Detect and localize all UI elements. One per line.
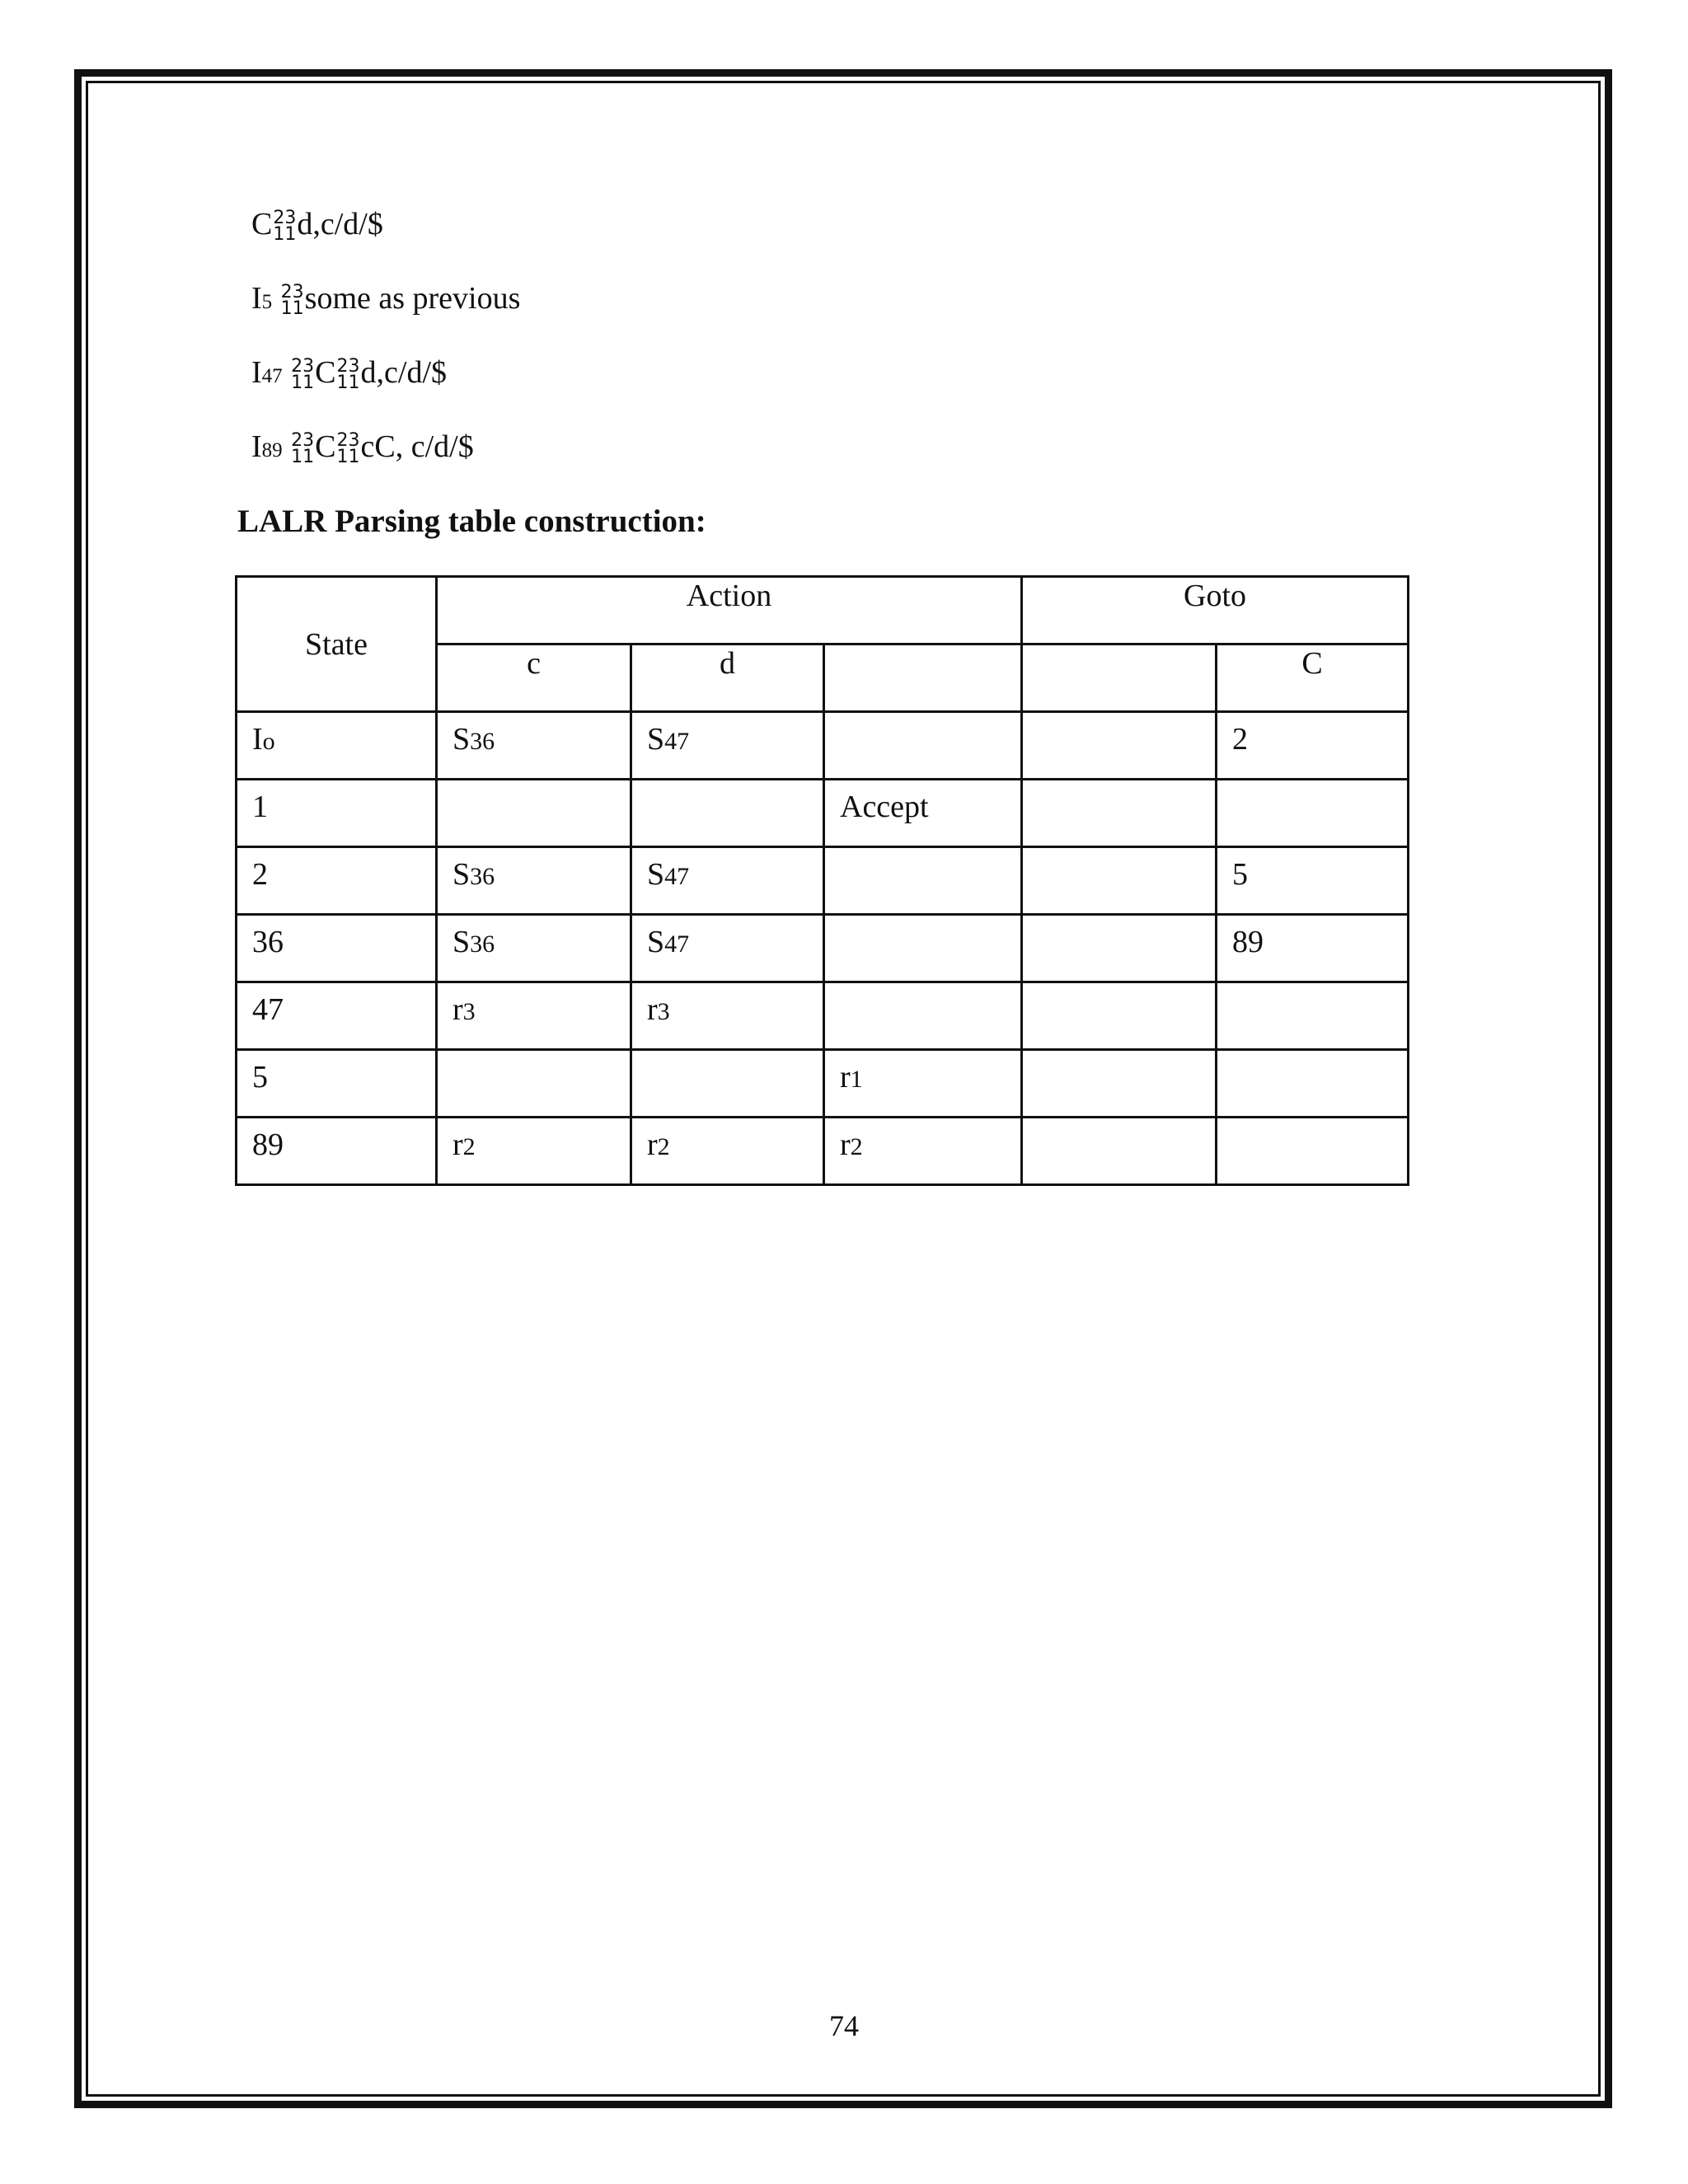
action-c-cell: S36 xyxy=(437,915,631,982)
action-d-cell: S47 xyxy=(631,847,824,915)
action-c-cell: r3 xyxy=(437,982,631,1050)
table-row xyxy=(237,780,1409,847)
sub-header-d: d xyxy=(631,644,824,712)
action-d-cell xyxy=(631,780,824,847)
sub-header-goto-c: C xyxy=(1217,644,1409,712)
state-cell: Io xyxy=(237,712,437,780)
action-c-cell: S36 xyxy=(437,847,631,915)
action-d-cell: r3 xyxy=(631,982,824,1050)
action-c-cell xyxy=(437,780,631,847)
action-end-cell: Accept xyxy=(824,780,1022,847)
table-row xyxy=(237,1118,1409,1185)
goto-blank-cell xyxy=(1022,1118,1217,1185)
goto-c-cell xyxy=(1217,1050,1409,1118)
goto-c-cell: 2 xyxy=(1217,712,1409,780)
unknown-symbol-icon: 23 11 xyxy=(280,282,304,320)
item-line-1: C 23 11 d,c/d/$ xyxy=(251,207,383,246)
table-row xyxy=(237,712,1409,780)
goto-c-cell: 5 xyxy=(1217,847,1409,915)
page-number: 74 xyxy=(829,2009,859,2042)
lalr-parsing-table xyxy=(235,575,1409,1186)
sub-header-goto-blank xyxy=(1022,644,1217,712)
sub-header-blank xyxy=(824,644,1022,712)
goto-blank-cell xyxy=(1022,780,1217,847)
unknown-symbol-icon: 23 11 xyxy=(336,356,360,394)
action-end-cell xyxy=(824,915,1022,982)
action-d-cell: S47 xyxy=(631,915,824,982)
table-row xyxy=(237,982,1409,1050)
goto-blank-cell xyxy=(1022,982,1217,1050)
state-cell: 47 xyxy=(237,982,437,1050)
action-c-cell xyxy=(437,1050,631,1118)
action-c-cell: S36 xyxy=(437,712,631,780)
goto-c-cell xyxy=(1217,780,1409,847)
section-heading: LALR Parsing table construction: xyxy=(237,504,706,539)
unknown-symbol-icon: 23 11 xyxy=(273,208,297,246)
goto-c-cell xyxy=(1217,1118,1409,1185)
unknown-symbol-icon: 23 11 xyxy=(336,430,360,468)
goto-blank-cell xyxy=(1022,1050,1217,1118)
action-d-cell xyxy=(631,1050,824,1118)
unknown-symbol-icon: 23 11 xyxy=(291,430,315,468)
item-line-4: I89 23 11 C 23 11 cC, c/d/$ xyxy=(251,429,474,468)
goto-blank-cell xyxy=(1022,712,1217,780)
action-c-cell: r2 xyxy=(437,1118,631,1185)
item-line-3: I47 23 11 C 23 11 d,c/d/$ xyxy=(251,355,447,394)
action-end-cell: r2 xyxy=(824,1118,1022,1185)
goto-c-cell: 89 xyxy=(1217,915,1409,982)
action-end-cell xyxy=(824,712,1022,780)
item-line-2: I5 23 11 some as previous xyxy=(251,281,521,320)
state-header: State xyxy=(237,577,437,712)
state-cell: 5 xyxy=(237,1050,437,1118)
table-row xyxy=(237,847,1409,915)
state-cell: 36 xyxy=(237,915,437,982)
goto-blank-cell xyxy=(1022,847,1217,915)
goto-c-cell xyxy=(1217,982,1409,1050)
action-d-cell: r2 xyxy=(631,1118,824,1185)
goto-blank-cell xyxy=(1022,915,1217,982)
state-cell: 2 xyxy=(237,847,437,915)
unknown-symbol-icon: 23 11 xyxy=(291,356,315,394)
action-end-cell xyxy=(824,982,1022,1050)
action-end-cell: r1 xyxy=(824,1050,1022,1118)
action-end-cell xyxy=(824,847,1022,915)
state-cell: 1 xyxy=(237,780,437,847)
table-row xyxy=(237,915,1409,982)
action-header: Action xyxy=(437,577,1022,644)
action-d-cell: S47 xyxy=(631,712,824,780)
table-row xyxy=(237,1050,1409,1118)
sub-header-c: c xyxy=(437,644,631,712)
state-cell: 89 xyxy=(237,1118,437,1185)
goto-header: Goto xyxy=(1022,577,1409,644)
